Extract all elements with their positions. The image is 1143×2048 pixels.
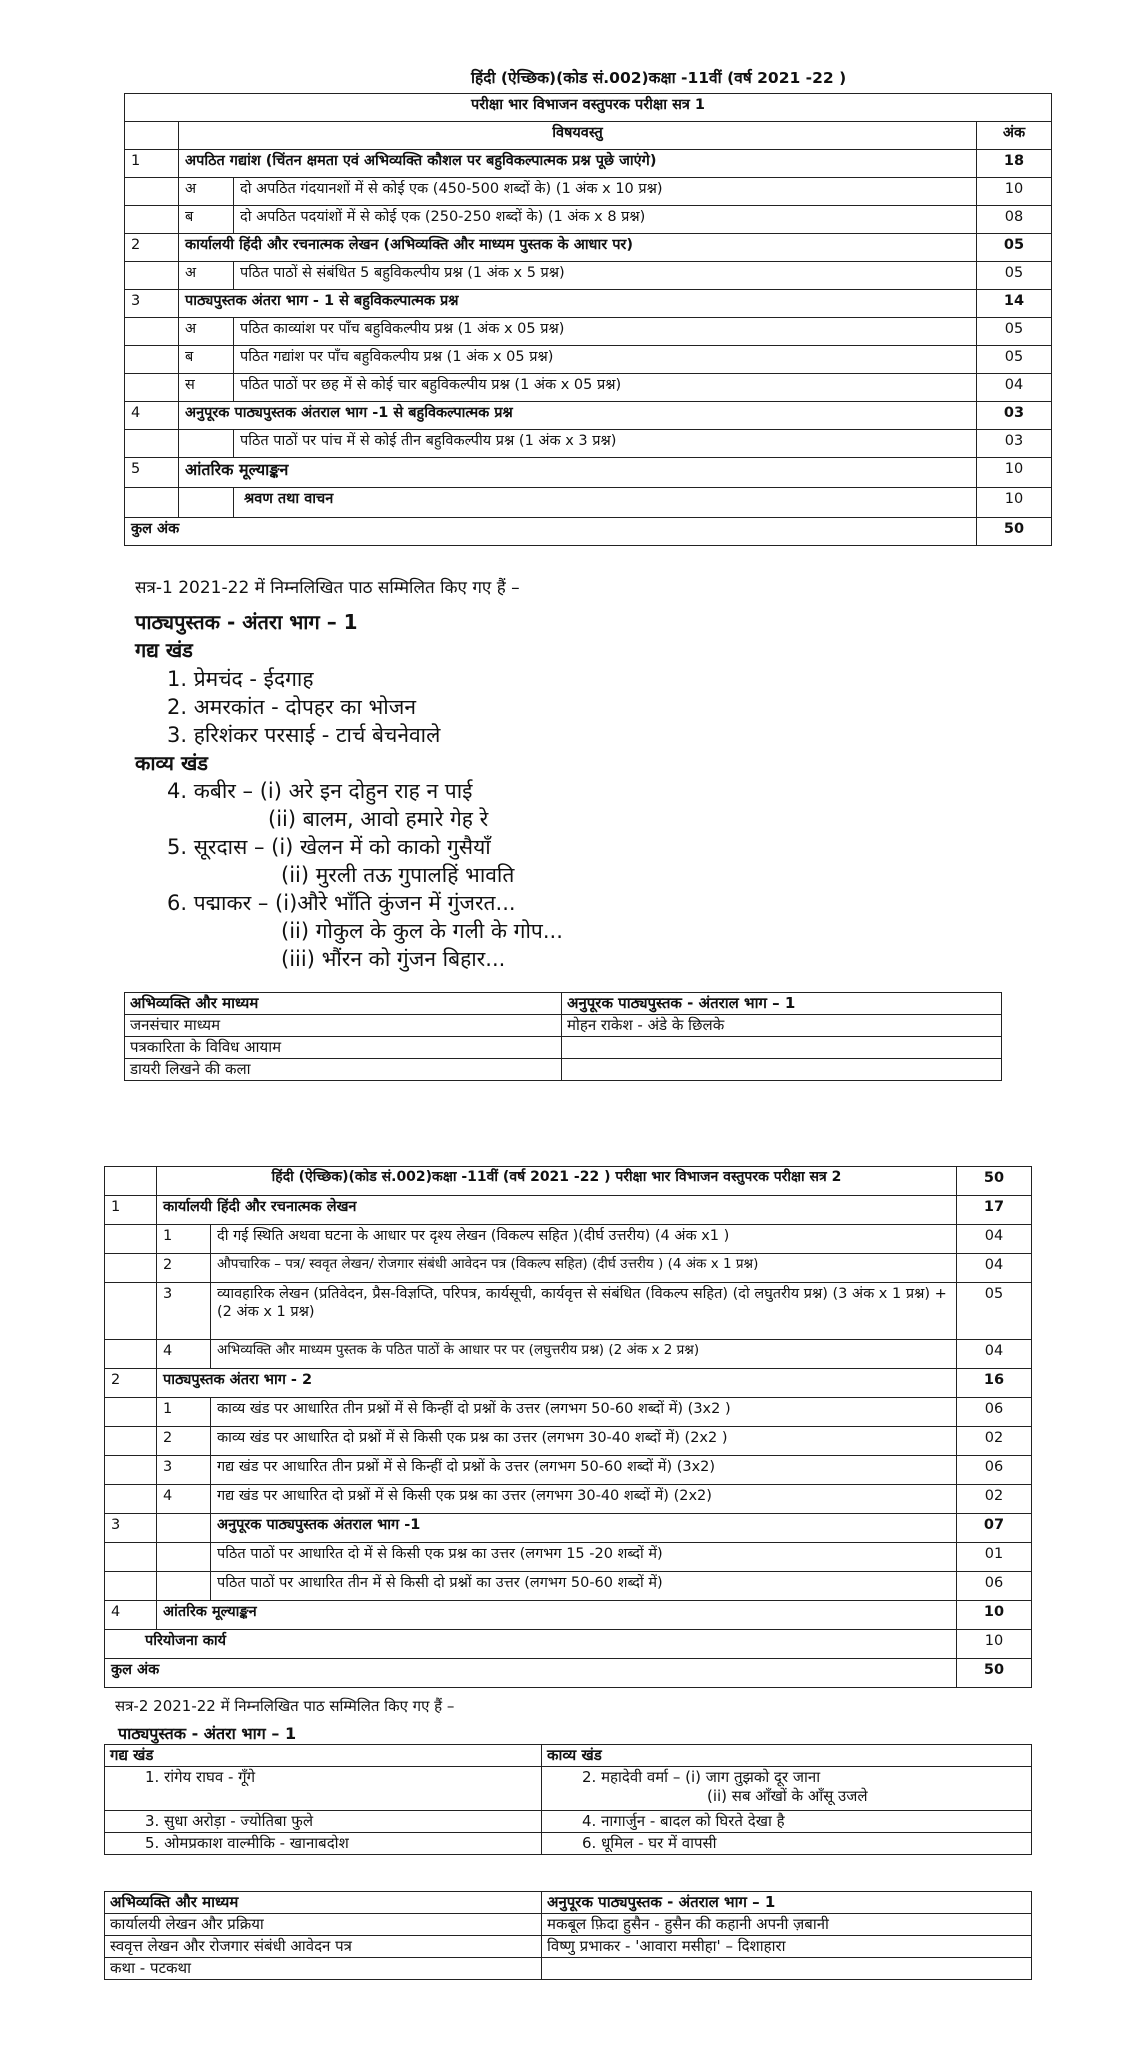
table-row: 3 गद्य खंड पर आधारित तीन प्रश्नों में से किन्हीं दो प्रश्नों के उत्तर (लगभग 50-60 शब्दों में) (3x2) 06	[105, 1456, 1032, 1485]
table-row: जनसंचार माध्यम मोहन राकेश - अंडे के छिलके	[125, 1015, 1002, 1037]
table-row: अ दो अपठित गंदयानशों में से कोई एक (450-500 शब्दों के) (1 अंक x 10 प्रश्न) 10	[125, 178, 1052, 206]
table-row: अ पठित काव्यांश पर पाँच बहुविकल्पीय प्रश्न (1 अंक x 05 प्रश्न) 05	[125, 318, 1052, 346]
table-row: 2 पाठ्यपुस्तक अंतरा भाग - 2 16	[105, 1369, 1032, 1398]
table-row: ब पठित गद्यांश पर पाँच बहुविकल्पीय प्रश्न (1 अंक x 05 प्रश्न) 05	[125, 346, 1052, 374]
table-row: डायरी लिखने की कला	[125, 1059, 1002, 1081]
table-row: अ पठित पाठों से संबंधित 5 बहुविकल्पीय प्रश्न (1 अंक x 5 प्रश्न) 05	[125, 262, 1052, 290]
page-title: हिंदी (ऐच्छिक)(कोड सं.002)कक्षा -11वीं (वर्ष 2021 -22 )	[471, 69, 847, 87]
total-row: कुल अंक 50	[105, 1659, 1032, 1688]
table-row: 3 व्यावहारिक लेखन (प्रतिवेदन, प्रैस-विज्ञप्ति, परिपत्र, कार्यसूची, कार्यवृत्त से संबंधित (विकल्प सहित) (दो लघुतरीय प्रश्न) (3 अंक x 1 प्रश्न) + (2 अंक x 1 प्रश्न) 05	[105, 1283, 1032, 1340]
list-item: 1. प्रेमचंद - ईदगाह	[167, 667, 314, 691]
table-row: कार्यालयी लेखन और प्रक्रिया मकबूल फ़िदा हुसैन - हुसैन की कहानी अपनी ज़बानी	[105, 1914, 1032, 1936]
table-row: 4 आंतरिक मूल्याङ्कन 10	[105, 1601, 1032, 1630]
books-table-term1: अभिव्यक्ति और माध्यम अनुपूरक पाठ्यपुस्तक - अंतराल भाग – 1 जनसंचार माध्यम मोहन राकेश - अंडे के छिलके पत्रकारिता के विविध आयाम डायरी लिखने की कला	[124, 992, 1002, 1081]
table-row: 1 अपठित गद्यांश (चिंतन क्षमता एवं अभिव्यक्ति कौशल पर बहुविकल्पात्मक प्रश्न पूछे जाएंगे) 18	[125, 150, 1052, 178]
gadya-heading: गद्य खंड	[135, 638, 193, 662]
table-row: 1 कार्यालयी हिंदी और रचनात्मक लेखन 17	[105, 1196, 1032, 1225]
table-row: 4 गद्य खंड पर आधारित दो प्रश्नों में से किसी एक प्रश्न का उत्तर (लगभग 30-40 शब्दों में) (2x2) 02	[105, 1485, 1032, 1514]
table-row: पत्रकारिता के विविध आयाम	[125, 1037, 1002, 1059]
table-row: स पठित पाठों पर छह में से कोई चार बहुविकल्पीय प्रश्न (1 अंक x 05 प्रश्न) 04	[125, 374, 1052, 402]
list-item: (ii) गोकुल के कुल के गली के गोप...	[281, 919, 563, 943]
list-item: (ii) बालम, आवो हमारे गेह रे	[268, 807, 489, 831]
list-item: 5. सूरदास – (i) खेलन में को काको गुसैयाँ	[167, 835, 491, 859]
marks-table-term1	[124, 93, 1052, 546]
table-row: 1. रांगेय राघव - गूँगे 2. महादेवी वर्मा – (i) जाग तुझको दूर जाना (ii) सब आँखों के आँसू उजले	[105, 1767, 1032, 1811]
list-item: 6. पद्माकर – (i)औरे भाँति कुंजन में गुंजरत...	[167, 891, 516, 915]
table-caption: हिंदी (ऐच्छिक)(कोड सं.002)कक्षा -11वीं (वर्ष 2021 -22 ) परीक्षा भार विभाजन वस्तुपरक परीक्षा सत्र 2	[157, 1167, 957, 1196]
session1-intro: सत्र-1 2021-22 में निम्नलिखित पाठ सम्मिलित किए गए हैं –	[135, 578, 520, 598]
list-item: 4. कबीर – (i) अरे इन दोहुन राह न पाई	[167, 779, 473, 803]
table-row: पठित पाठों पर आधारित दो में से किसी एक प्रश्न का उत्तर (लगभग 15 -20 शब्दों में) 01	[105, 1543, 1032, 1572]
table-row: पठित पाठों पर आधारित तीन में से किसी दो प्रश्नों का उत्तर (लगभग 50-60 शब्दों में) 06	[105, 1572, 1032, 1601]
marks-table-term2: हिंदी (ऐच्छिक)(कोड सं.002)कक्षा -11वीं (वर्ष 2021 -22 ) परीक्षा भार विभाजन वस्तुपरक परीक्षा सत्र 2 50 1 कार्यालयी हिंदी और रचनात्मक लेखन 17 1 दी गई स्थिति अथवा घटना के आधार पर दृश्य लेखन (विकल्प सहित )(दीर्घ उत्तरीय) (4 अंक x1 ) 04 2 औपचारिक – पत्र/ स्ववृत लेखन/ रोजगार संबंधी आवेदन पत्र (विकल्प सहित) (दीर्घ उत्तरीय ) (4 अंक x 1 प्रश्न) 04 3 व्यावहारिक लेखन (प्रतिवेदन, प्रैस-विज्ञप्ति, परिपत्र, कार्यसूची, कार्यवृत्त से संबंधित (विकल्प सहित) (दो लघुतरीय प्रश्न) (3 अंक x 1 प्रश्न) + (2 अंक x 1 प्रश्न) 05 4 अभिव्यक्ति और माध्यम पुस्तक के पठित पाठों के आधार पर पर (लघुत्तरीय प्रश्न) (2 अंक x 2 प्रश्न) 04 2 पाठ्यपुस्तक अंतरा भाग - 2 16 1 काव्य खंड पर आधारित तीन प्रश्नों में से किन्हीं दो प्रश्नों के उत्तर (लगभग 50-60 शब्दों में) (3x2 ) 06 2 काव्य खंड पर आधारित दो प्रश्नों में से किसी एक प्रश्न का उत्तर (लगभग 30-40 शब्दों में) (2x2 ) 02 3 गद्य खंड पर आधारित तीन प्रश्नों में से किन्हीं दो प्रश्नों के उत्तर (लगभग 50-60 शब्दों में) (3x2) 06 4 गद्य खंड पर आधारित दो प्रश्नों में से किसी एक प्रश्न का उत्तर (लगभग 30-40 शब्दों में) (2x2) 02 3 अनुपूरक पाठ्यपुस्तक अंतराल भाग -1 07 पठित पाठों पर आधारित दो में से किसी एक प्रश्न का उत्तर (लगभग 15 -20 शब्दों में) 01 पठित पाठों पर आधारित तीन में से किसी दो प्रश्नों का उत्तर (लगभग 50-60 शब्दों में) 06 4 आंतरिक मूल्याङ्कन 10 परियोजना कार्य 10 कुल अंक 50	[104, 1166, 1032, 1688]
table-row: 4 अभिव्यक्ति और माध्यम पुस्तक के पठित पाठों के आधार पर पर (लघुत्तरीय प्रश्न) (2 अंक x 2 प्रश्न) 04	[105, 1340, 1032, 1369]
kavya-heading: काव्य खंड	[135, 751, 209, 775]
books-table-term2: अभिव्यक्ति और माध्यम अनुपूरक पाठ्यपुस्तक - अंतराल भाग – 1 कार्यालयी लेखन और प्रक्रिया मकबूल फ़िदा हुसैन - हुसैन की कहानी अपनी ज़बानी स्ववृत्त लेखन और रोजगार संबंधी आवेदन पत्र विष्णु प्रभाकर - 'आवारा मसीहा' – दिशाहारा कथा - पटकथा	[104, 1891, 1032, 1980]
list-item: (ii) मुरली तऊ गुपालहिं भावति	[281, 863, 515, 887]
chapters-table-term2: गद्य खंड काव्य खंड 1. रांगेय राघव - गूँगे 2. महादेवी वर्मा – (i) जाग तुझको दूर जाना (ii) सब आँखों के आँसू उजले 3. सुधा अरोड़ा - ज्योतिबा फुले 4. नागार्जुन - बादल को घिरते देखा है 5. ओमप्रकाश वाल्मीकि - खानाबदोश 6. धूमिल - घर में वापसी	[104, 1744, 1032, 1855]
table-row: 2 काव्य खंड पर आधारित दो प्रश्नों में से किसी एक प्रश्न का उत्तर (लगभग 30-40 शब्दों में) (2x2 ) 02	[105, 1427, 1032, 1456]
session2-intro: सत्र-2 2021-22 में निम्नलिखित पाठ सम्मिलित किए गए हैं –	[115, 1697, 455, 1715]
table-row: 1 दी गई स्थिति अथवा घटना के आधार पर दृश्य लेखन (विकल्प सहित )(दीर्घ उत्तरीय) (4 अंक x1 ) 04	[105, 1225, 1032, 1254]
list-item: 3. हरिशंकर परसाई - टार्च बेचनेवाले	[167, 723, 441, 747]
total-row: कुल अंक 50	[125, 518, 1052, 546]
table-row: कथा - पटकथा	[105, 1958, 1032, 1980]
table-row: 2 कार्यालयी हिंदी और रचनात्मक लेखन (अभिव्यक्ति और माध्यम पुस्तक के आधार पर) 05	[125, 234, 1052, 262]
book-title: पाठ्यपुस्तक - अंतरा भाग – 1	[135, 610, 358, 634]
table-row: 3 अनुपूरक पाठ्यपुस्तक अंतराल भाग -1 07	[105, 1514, 1032, 1543]
col-header-marks: अंक	[977, 122, 1052, 150]
table-row: 1 काव्य खंड पर आधारित तीन प्रश्नों में से किन्हीं दो प्रश्नों के उत्तर (लगभग 50-60 शब्दों में) (3x2 ) 06	[105, 1398, 1032, 1427]
table-row: 3 पाठ्यपुस्तक अंतरा भाग - 1 से बहुविकल्पात्मक प्रश्न 14	[125, 290, 1052, 318]
table-row: 4 अनुपूरक पाठ्यपुस्तक अंतराल भाग -1 से बहुविकल्पात्मक प्रश्न 03	[125, 402, 1052, 430]
table-row: परियोजना कार्य 10	[105, 1630, 1032, 1659]
table-row: 5 आंतरिक मूल्याङ्कन 10	[125, 458, 1052, 488]
col-header-content: विषयवस्तु	[179, 122, 977, 150]
list-item: 2. अमरकांत - दोपहर का भोजन	[167, 695, 416, 719]
table-row: ब दो अपठित पदयांशों में से कोई एक (250-250 शब्दों के) (1 अंक x 8 प्रश्न) 08	[125, 206, 1052, 234]
table-row: श्रवण तथा वाचन 10	[125, 488, 1052, 518]
table-row: 2 औपचारिक – पत्र/ स्ववृत लेखन/ रोजगार संबंधी आवेदन पत्र (विकल्प सहित) (दीर्घ उत्तरीय ) (4 अंक x 1 प्रश्न) 04	[105, 1254, 1032, 1283]
table-row: स्ववृत्त लेखन और रोजगार संबंधी आवेदन पत्र विष्णु प्रभाकर - 'आवारा मसीहा' – दिशाहारा	[105, 1936, 1032, 1958]
table-caption: परीक्षा भार विभाजन वस्तुपरक परीक्षा सत्र 1	[125, 94, 1052, 122]
list-item: (iii) भौंरन को गुंजन बिहार...	[281, 947, 506, 971]
table-row: 3. सुधा अरोड़ा - ज्योतिबा फुले 4. नागार्जुन - बादल को घिरते देखा है	[105, 1811, 1032, 1833]
book-title: पाठ्यपुस्तक - अंतरा भाग – 1	[118, 1724, 297, 1743]
table-row: पठित पाठों पर पांच में से कोई तीन बहुविकल्पीय प्रश्न (1 अंक x 3 प्रश्न) 03	[125, 430, 1052, 458]
table-row: 5. ओमप्रकाश वाल्मीकि - खानाबदोश 6. धूमिल - घर में वापसी	[105, 1833, 1032, 1855]
